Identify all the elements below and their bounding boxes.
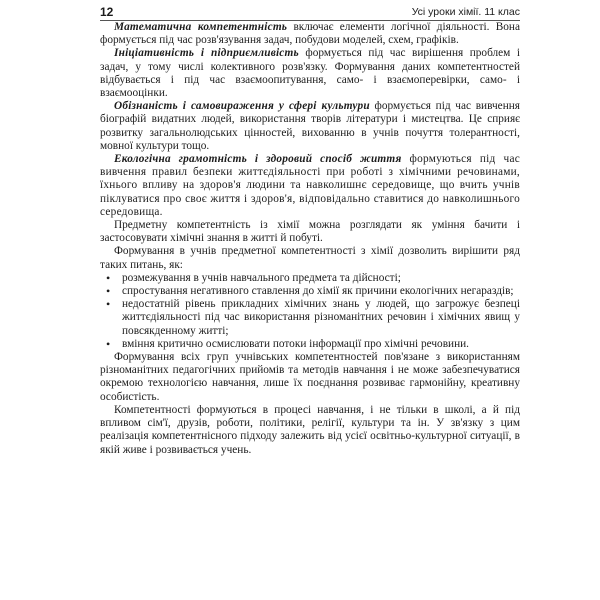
paragraph-culture [100, 100, 520, 153]
paragraph-text: формується під час вирішення проблем і задач, у тому числі колективного розв'язку. Формування даних компетентностей відбувається і під час взаємоопитування, само- і взаємоперевірки, само- і взаємооцінки. [100, 47, 520, 100]
paragraph-list-intro [100, 245, 520, 271]
list-item [100, 298, 520, 338]
issues-list [100, 272, 520, 351]
bullet-icon: • [106, 297, 111, 312]
paragraph-text: Формування всіх груп учнівських компетентностей пов'язане з використанням різноманітних педагогічних прийомів та методів навчання і не може забезпечуватися окремою технологією навчання, лише їх поєднання розвиває гармонійну, креативну особистість. [100, 351, 520, 403]
running-title: Усі уроки хімії. 11 клас [411, 6, 520, 18]
paragraph-ecology [100, 153, 520, 219]
term-math-competence: Математична компетентність [114, 21, 288, 33]
body-text [100, 21, 520, 596]
list-item-text: розмежування в учнів навчального предмета та дійсності; [122, 271, 401, 284]
paragraph-text: формуються під час вивчення правил безпеки життєдіяльності при роботі з хімічними речовинами, їхнього впливу на здоров'я людини та навколишнє середовище, що вчить учнів піклуватися про своє життя і здоров'я, відповідально ставитися до навколишнього середовища. [100, 153, 520, 218]
paragraph-initiative [100, 47, 520, 100]
list-item-text: спростування негативного ставлення до хімії як причини екологічних негараздів; [122, 285, 514, 298]
list-item [100, 338, 520, 351]
paragraph-learning-process [100, 404, 520, 457]
paragraph-text: включає елементи логічної діяльності. Вона формується під час розв'язування задач, побудови моделей, схем, графіків. [100, 21, 520, 47]
bullet-icon: • [106, 336, 111, 351]
paragraph-text: Предметну компетентність із хімії можна розглядати як уміння бачити і застосовувати хімічні знання в житті й побуті. [100, 219, 520, 245]
list-item-text: недостатній рівень прикладних хімічних знань у людей, що загрожує безпеці життєдіяльності під час використання різноманітних речовин і хімічних явищ у повсякденному житті; [122, 298, 520, 337]
list-item [100, 272, 520, 285]
page-number: 12 [100, 5, 114, 19]
list-item-text: вміння критично осмислювати потоки інформації про хімічні речовини. [122, 337, 469, 350]
paragraph-math-competence [100, 21, 520, 47]
list-item [100, 285, 520, 298]
term-initiative: Ініціативність і підприємливість [114, 47, 299, 60]
page-header [100, 5, 520, 20]
bullet-icon: • [106, 270, 111, 285]
paragraph-text: Формування в учнів предметної компетентності з хімії дозволить вирішити ряд таких питань, як: [100, 245, 520, 271]
term-ecology: Екологічна грамотність і здоровий спосіб життя [114, 153, 402, 166]
paragraph-subject-competence [100, 219, 520, 245]
bullet-icon: • [106, 284, 111, 299]
paragraph-all-competences [100, 351, 520, 404]
paragraph-text: Компетентності формуються в процесі навчання, і не тільки в школі, а й під впливом сім'ї, друзів, роботи, політики, релігії, культури та ін. У зв'язку з цим реалізація компетентнісного підходу залежить від усієї освітньо-культурної ситуації, в якій живе і розвивається учень. [100, 403, 520, 456]
term-culture: Обізнаність і самовираження у сфері культури [114, 100, 370, 113]
paragraph-text: формується під час вивчення біографій видатних людей, використання творів літератури і мистецтва. Це сприяє розвитку загальнолюдських цінностей, вихованню в учнів почуття толерантності, мовної культури тощо. [100, 100, 520, 152]
